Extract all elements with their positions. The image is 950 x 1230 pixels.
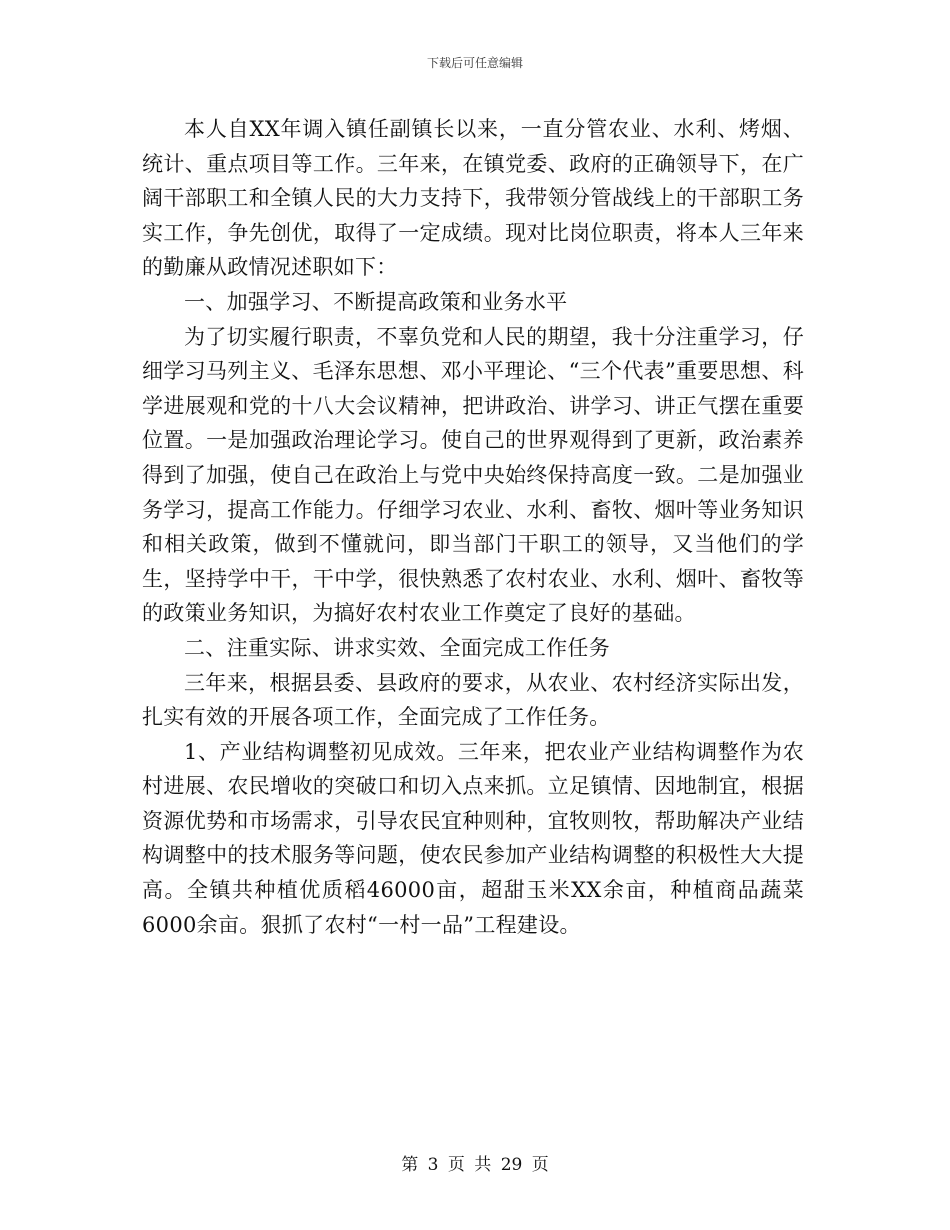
section-heading-2: 二、注重实际、讲求实效、全面完成工作任务 (184, 635, 610, 660)
page-header: 下载后可任意编辑 (426, 56, 523, 70)
section-heading-1: 一、加强学习、不断提高政策和业务水平 (184, 289, 568, 314)
paragraph-tasks: 三年来，根据县委、县政府的要求，从农业、农村经济实际出发，扎实有效的开展各项工作，全面完成了工作任务。 (142, 670, 804, 730)
paragraph-industry: 1、产业结构调整初见成效。三年来，把农业产业结构调整作为农村进展、农民增收的突破口和切入点来抓。立足镇情、因地制宜，根据资源优势和市场需求，引导农民宜种则种，宜牧则牧，帮助解决产业结构调整中的技术服务等问题，使农民参加产业结构调整的积极性大大提高。全镇共种植优质稻46000亩，超甜玉米XX余亩，种植商品蔬菜6000余亩。狠抓了农村“一村一品”工程建设。 (142, 739, 804, 937)
page-footer: 第 3 页 共 29 页 (401, 1155, 549, 1175)
paragraph-intro: 本人自XX年调入镇任副镇长以来，一直分管农业、水利、烤烟、统计、重点项目等工作。三年来，在镇党委、政府的正确领导下，在广阔干部职工和全镇人民的大力支持下，我带领分管战线上的干部职工务实工作，争先创优，取得了一定成绩。现对比岗位职责，将本人三年来的勤廉从政情况述职如下： (142, 117, 804, 280)
paragraph-study: 为了切实履行职责，不辜负党和人民的期望，我十分注重学习，仔细学习马列主义、毛泽东思想、邓小平理论、“三个代表”重要思想、科学进展观和党的十八大会议精神，把讲政治、讲学习、讲正气摆在重要位置。一是加强政治理论学习。使自己的世界观得到了更新，政治素养得到了加强，使自己在政治上与党中央始终保持高度一致。二是加强业务学习，提高工作能力。仔细学习农业、水利、畜牧、烟叶等业务知识和相关政策，做到不懂就问，即当部门干职工的领导，又当他们的学生，坚持学中干，干中学，很快熟悉了农村农业、水利、烟叶、畜牧等的政策业务知识，为搞好农村农业工作奠定了良好的基础。 (142, 324, 804, 626)
document-body (142, 112, 804, 942)
